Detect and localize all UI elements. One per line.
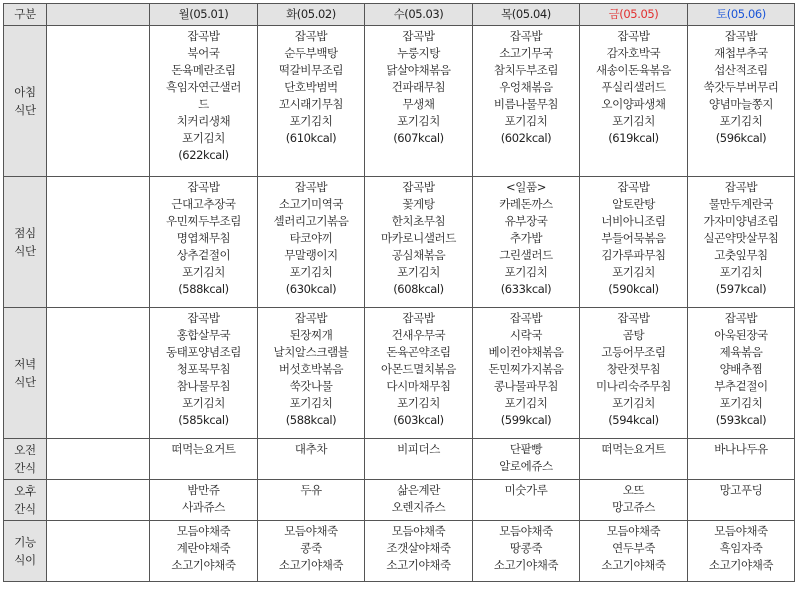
meal-row-pm-snack (4, 480, 795, 521)
menu-item: 우엉채볶음 (499, 80, 553, 94)
menu-item: 제육볶음 (719, 345, 763, 359)
blank-cell (47, 480, 150, 521)
menu-item: 된장찌개 (289, 328, 333, 342)
menu-cell-pm-snack-thu (473, 480, 580, 521)
menu-item: 잡곡밥 (187, 29, 220, 43)
meal-row-am-snack (4, 439, 795, 480)
menu-item: 떠먹는요거트 (601, 442, 666, 456)
menu-cell-pm-snack-fri (580, 480, 688, 521)
menu-item: 닭살야채볶음 (386, 63, 451, 77)
menu-item: 버섯호박볶음 (278, 362, 344, 376)
menu-item: 모듬야채죽 (176, 524, 231, 538)
menu-item: 포기김치 (719, 265, 763, 279)
menu-item: 소고기야채죽 (278, 558, 344, 572)
menu-item: 흑임자연근샐러 (166, 80, 241, 94)
row-label-line: 간식 (14, 461, 36, 475)
menu-item: 부추겉절이 (714, 379, 768, 393)
menu-item: 베이컨야채볶음 (488, 345, 564, 359)
menu-item: 소고기야채죽 (386, 558, 451, 572)
menu-item: 셀러리고기볶음 (273, 214, 349, 228)
menu-item: 잡곡밥 (402, 29, 435, 43)
menu-item: 잡곡밥 (617, 311, 650, 325)
menu-item: 포기김치 (504, 265, 548, 279)
menu-cell-breakfast-thu (473, 26, 580, 177)
row-label-am-snack (4, 439, 47, 480)
menu-item: 흑임자죽 (719, 541, 763, 555)
menu-item: 북어국 (187, 46, 220, 60)
menu-item: 마카로니샐러드 (381, 231, 456, 245)
menu-item: 포기김치 (397, 114, 440, 128)
menu-item: 포기김치 (719, 114, 763, 128)
menu-cell-func-meal-mon (150, 521, 258, 582)
meal-row-func-meal (4, 521, 795, 582)
menu-item: 치커리생채 (176, 114, 231, 128)
menu-cell-pm-snack-tue (258, 480, 365, 521)
menu-item: 망고쥬스 (612, 500, 655, 514)
menu-item: (588kcal) (178, 282, 229, 296)
menu-item: 땅콩죽 (509, 541, 543, 555)
menu-cell-breakfast-tue (258, 26, 365, 177)
menu-item: 새송이돈육볶음 (596, 63, 671, 77)
menu-item: 돈민찌가지볶음 (488, 362, 564, 376)
menu-item: 단호박범벅 (284, 80, 338, 94)
blank-cell (47, 439, 150, 480)
menu-item: 포기김치 (504, 396, 548, 410)
menu-item: 아욱된장국 (714, 328, 768, 342)
menu-item: 잡곡밥 (617, 180, 650, 194)
menu-item: (597kcal) (715, 282, 767, 296)
menu-item: 다시마채무침 (386, 379, 451, 393)
menu-item: 오렌지쥬스 (391, 500, 446, 514)
day-header-thu: 목(05.04) (473, 4, 580, 26)
menu-item: 모듬야채죽 (499, 524, 553, 538)
menu-item: 잡곡밥 (724, 29, 758, 43)
row-label-line: 식단 (14, 103, 36, 117)
menu-item: 무생채 (402, 97, 435, 111)
menu-cell-dinner-tue (258, 308, 365, 439)
menu-cell-breakfast-wed (365, 26, 473, 177)
menu-item: 잡곡밥 (509, 311, 543, 325)
menu-item: 두유 (300, 483, 322, 497)
menu-cell-func-meal-thu (473, 521, 580, 582)
menu-item: 실곤약맛살무침 (703, 231, 779, 245)
menu-cell-am-snack-tue (258, 439, 365, 480)
row-label-line: 간식 (14, 502, 36, 516)
menu-item: 건파래무침 (391, 80, 446, 94)
menu-item: 시락국 (509, 328, 543, 342)
menu-item: 청포묵무침 (176, 362, 231, 376)
menu-cell-lunch-sat (688, 177, 795, 308)
menu-item: 우민찌두부조림 (166, 214, 241, 228)
row-label-line: 점심 (14, 226, 36, 240)
menu-item: (585kcal) (178, 413, 229, 427)
menu-cell-dinner-wed (365, 308, 473, 439)
menu-item: 포기김치 (719, 396, 763, 410)
menu-item: 양배추찜 (719, 362, 763, 376)
menu-item: 동태포양념조림 (166, 345, 241, 359)
row-label-dinner (4, 308, 47, 439)
menu-item: 그린샐러드 (499, 248, 553, 262)
menu-item: 고춧잎무침 (714, 248, 768, 262)
menu-item: 쑥갓두부버무리 (703, 80, 779, 94)
menu-item: 소고기무국 (499, 46, 553, 60)
menu-cell-lunch-thu (473, 177, 580, 308)
menu-item: 단팥빵 (509, 442, 543, 456)
menu-item: 포기김치 (182, 265, 225, 279)
menu-item: 포기김치 (504, 114, 548, 128)
menu-item: 홍합살무국 (176, 328, 231, 342)
menu-item: 상추겉절이 (176, 248, 231, 262)
menu-item: (603kcal) (393, 413, 444, 427)
row-label-line: 기능 (14, 535, 36, 549)
menu-item: 카레돈까스 (499, 197, 553, 211)
menu-item: (607kcal) (393, 131, 444, 145)
menu-item: 명엽채무침 (176, 231, 231, 245)
menu-item: 고등어무조림 (601, 345, 666, 359)
menu-item: 타코야끼 (289, 231, 333, 245)
menu-item: 밤만쥬 (187, 483, 220, 497)
menu-cell-am-snack-thu (473, 439, 580, 480)
menu-item: 포기김치 (289, 265, 333, 279)
menu-item: 푸실리샐러드 (601, 80, 666, 94)
menu-item: (599kcal) (500, 413, 552, 427)
row-label-line: 식이 (14, 553, 36, 567)
menu-item: 떠먹는요거트 (171, 442, 236, 456)
menu-item: 잡곡밥 (294, 180, 328, 194)
menu-item: 잡곡밥 (724, 311, 758, 325)
row-label-pm-snack (4, 480, 47, 521)
menu-item: (633kcal) (500, 282, 552, 296)
blank-cell (47, 308, 150, 439)
blank-cell (47, 521, 150, 582)
menu-item: 물만두계란국 (708, 197, 774, 211)
row-label-line: 저녁 (14, 357, 36, 371)
menu-item: (593kcal) (715, 413, 767, 427)
row-label-line: 오후 (14, 484, 36, 498)
menu-item: (622kcal) (178, 148, 229, 162)
menu-item: 건새우무국 (391, 328, 446, 342)
menu-item: 소고기야채죽 (171, 558, 236, 572)
row-label-func-meal (4, 521, 47, 582)
menu-item: 오이양파생채 (601, 97, 666, 111)
menu-cell-am-snack-sat (688, 439, 795, 480)
meal-row-dinner (4, 308, 795, 439)
row-label-line: 오전 (14, 443, 36, 457)
menu-item: 드 (198, 97, 209, 111)
header-category-label: 구분 (4, 4, 47, 26)
menu-item: 오뜨 (622, 483, 645, 497)
menu-item: 참치두부조림 (493, 63, 559, 77)
menu-item: 창란젓무침 (606, 362, 661, 376)
menu-item: 꼬시래기무침 (278, 97, 344, 111)
menu-item: 꽃게탕 (402, 197, 435, 211)
menu-cell-pm-snack-sat (688, 480, 795, 521)
menu-cell-func-meal-sat (688, 521, 795, 582)
menu-item: 날치알스크램블 (273, 345, 349, 359)
menu-item: 사과쥬스 (182, 500, 225, 514)
row-label-line: 식단 (14, 375, 36, 389)
weekly-meal-table (3, 3, 795, 582)
menu-item: (594kcal) (608, 413, 659, 427)
menu-cell-breakfast-sat (688, 26, 795, 177)
day-header-fri: 금(05.05) (580, 4, 688, 26)
menu-item: 잡곡밥 (402, 180, 435, 194)
menu-item: 포기김치 (182, 131, 225, 145)
menu-item: (619kcal) (608, 131, 659, 145)
menu-cell-pm-snack-mon (150, 480, 258, 521)
menu-item: 양념마늘쫑지 (708, 97, 774, 111)
header-blank (47, 4, 150, 26)
menu-cell-func-meal-wed (365, 521, 473, 582)
menu-item: 잡곡밥 (724, 180, 758, 194)
blank-cell (47, 26, 150, 177)
menu-item: 비피더스 (397, 442, 440, 456)
menu-item: (588kcal) (285, 413, 337, 427)
menu-item: 소고기미역국 (278, 197, 344, 211)
menu-item: 알로에쥬스 (499, 459, 553, 473)
menu-item: 조갯살야채죽 (386, 541, 451, 555)
menu-item: 포기김치 (182, 396, 225, 410)
menu-item: 모듬야채죽 (284, 524, 338, 538)
row-label-line: 아침 (14, 85, 36, 99)
menu-item: 무말랭이지 (284, 248, 338, 262)
menu-item: (602kcal) (500, 131, 552, 145)
menu-item: 포기김치 (397, 396, 440, 410)
menu-item: 포기김치 (612, 396, 655, 410)
menu-cell-am-snack-mon (150, 439, 258, 480)
menu-item: 소고기야채죽 (708, 558, 774, 572)
header-row (4, 4, 795, 26)
menu-item: (590kcal) (608, 282, 659, 296)
menu-item: 연두부죽 (612, 541, 655, 555)
menu-item: <일품> (506, 180, 546, 194)
menu-item: 잡곡밥 (617, 29, 650, 43)
meal-row-lunch (4, 177, 795, 308)
menu-item: (596kcal) (715, 131, 767, 145)
menu-cell-lunch-mon (150, 177, 258, 308)
menu-cell-dinner-thu (473, 308, 580, 439)
menu-item: (610kcal) (285, 131, 337, 145)
menu-cell-lunch-fri (580, 177, 688, 308)
menu-item: 참나물무침 (176, 379, 231, 393)
menu-item: 쑥갓나물 (289, 379, 333, 393)
menu-item: 비름나물무침 (493, 97, 559, 111)
menu-cell-dinner-sat (688, 308, 795, 439)
menu-item: 잡곡밥 (509, 29, 543, 43)
day-header-mon: 월(05.01) (150, 4, 258, 26)
menu-item: 모듬야채죽 (714, 524, 768, 538)
menu-item: 대추차 (294, 442, 328, 456)
menu-item: 추가밥 (509, 231, 543, 245)
menu-cell-func-meal-fri (580, 521, 688, 582)
menu-item: 포기김치 (612, 265, 655, 279)
menu-cell-am-snack-fri (580, 439, 688, 480)
menu-cell-dinner-mon (150, 308, 258, 439)
menu-item: 부들어묵볶음 (601, 231, 666, 245)
menu-item: 돈육곤약조림 (386, 345, 451, 359)
menu-item: 아몬드멸치볶음 (381, 362, 456, 376)
menu-item: 잡곡밥 (187, 180, 220, 194)
menu-item: 잡곡밥 (294, 311, 328, 325)
menu-cell-func-meal-tue (258, 521, 365, 582)
menu-item: 콩죽 (300, 541, 322, 555)
menu-item: 가자미양념조림 (703, 214, 779, 228)
menu-item: 섭산적조림 (714, 63, 768, 77)
menu-item: 소고기야채죽 (601, 558, 666, 572)
meal-row-breakfast (4, 26, 795, 177)
menu-item: 포기김치 (612, 114, 655, 128)
menu-item: (630kcal) (285, 282, 337, 296)
day-header-wed: 수(05.03) (365, 4, 473, 26)
menu-item: 떡갈비무조림 (278, 63, 344, 77)
menu-item: 모듬야채죽 (606, 524, 661, 538)
menu-item: 공심채볶음 (391, 248, 446, 262)
menu-cell-am-snack-wed (365, 439, 473, 480)
menu-item: 모듬야채죽 (391, 524, 446, 538)
menu-item: 김가루파무침 (601, 248, 666, 262)
menu-item: 포기김치 (397, 265, 440, 279)
menu-item: 미숫가루 (504, 483, 548, 497)
day-header-sat: 토(05.06) (688, 4, 795, 26)
menu-item: 누룽지탕 (397, 46, 440, 60)
menu-item: 알토란탕 (612, 197, 655, 211)
menu-item: 순두부백탕 (284, 46, 338, 60)
blank-cell (47, 177, 150, 308)
row-label-lunch (4, 177, 47, 308)
menu-cell-breakfast-fri (580, 26, 688, 177)
menu-item: 너비아니조림 (601, 214, 666, 228)
menu-item: 감자호박국 (606, 46, 661, 60)
menu-item: 재첩부추국 (714, 46, 768, 60)
menu-cell-pm-snack-wed (365, 480, 473, 521)
menu-item: 미나리숙주무침 (596, 379, 671, 393)
menu-item: 잡곡밥 (187, 311, 220, 325)
menu-item: 콩나물파무침 (493, 379, 559, 393)
menu-cell-lunch-tue (258, 177, 365, 308)
menu-cell-breakfast-mon (150, 26, 258, 177)
row-label-line: 식단 (14, 244, 36, 258)
menu-item: 돈육메란조림 (171, 63, 236, 77)
menu-item: 곰탕 (622, 328, 645, 342)
menu-item: 소고기야채죽 (493, 558, 559, 572)
menu-item: 근대고추장국 (171, 197, 236, 211)
menu-item: 계란야채죽 (176, 541, 231, 555)
menu-item: 잡곡밥 (294, 29, 328, 43)
menu-item: 유부장국 (504, 214, 548, 228)
menu-item: 잡곡밥 (402, 311, 435, 325)
row-label-breakfast (4, 26, 47, 177)
menu-cell-lunch-wed (365, 177, 473, 308)
menu-item: 바나나두유 (714, 442, 768, 456)
menu-item: 망고푸딩 (719, 483, 763, 497)
menu-item: 한치초무침 (391, 214, 446, 228)
menu-item: 포기김치 (289, 396, 333, 410)
menu-cell-dinner-fri (580, 308, 688, 439)
menu-item: (608kcal) (393, 282, 444, 296)
day-header-tue: 화(05.02) (258, 4, 365, 26)
menu-item: 포기김치 (289, 114, 333, 128)
menu-item: 삶은계란 (397, 483, 440, 497)
